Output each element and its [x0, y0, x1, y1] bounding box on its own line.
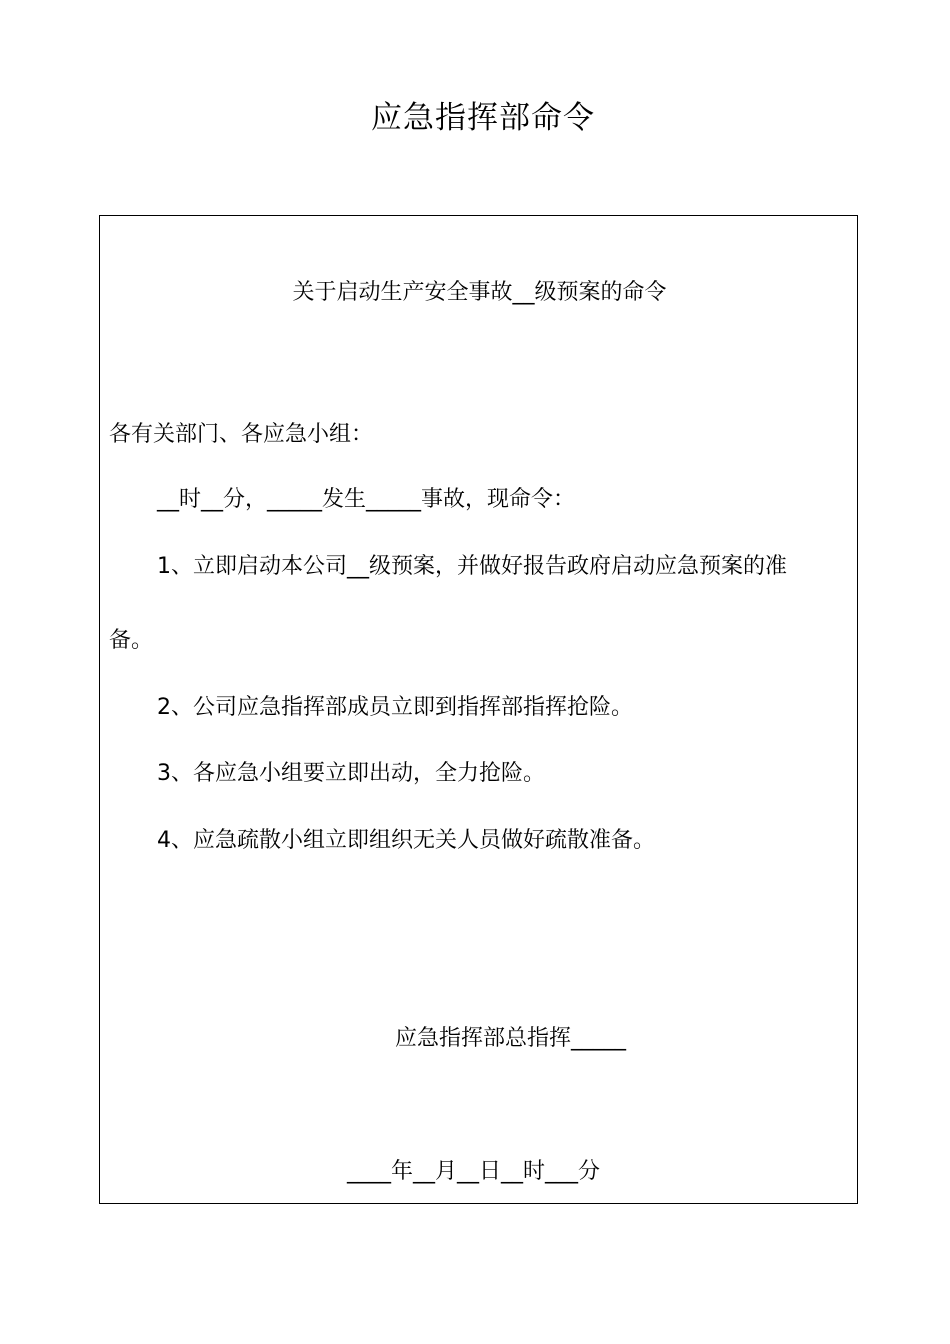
order-title: 关于启动生产安全事故__级预案的命令: [292, 280, 667, 305]
addressee-line: 各有关部门、各应急小组：: [109, 422, 374, 447]
order-item-2: 2、公司应急指挥部成员立即到指挥部指挥抢险。: [157, 695, 633, 720]
order-item-1-continuation: 备。: [109, 628, 154, 653]
page-title: 应急指挥部命令: [371, 100, 595, 136]
order-frame: [99, 215, 858, 1204]
date-line: ____年__月__日__时___分: [347, 1159, 601, 1184]
order-item-4: 4、应急疏散小组立即组织无关人员做好疏散准备。: [157, 828, 655, 853]
order-item-3: 3、各应急小组要立即出动，全力抢险。: [157, 761, 545, 786]
time-line: __时__分，_____发生_____事故，现命令：: [157, 487, 576, 512]
commander-signature-line: 应急指挥部总指挥_____: [395, 1026, 627, 1051]
order-item-1: 1、立即启动本公司__级预案，并做好报告政府启动应急预案的准: [157, 554, 787, 579]
